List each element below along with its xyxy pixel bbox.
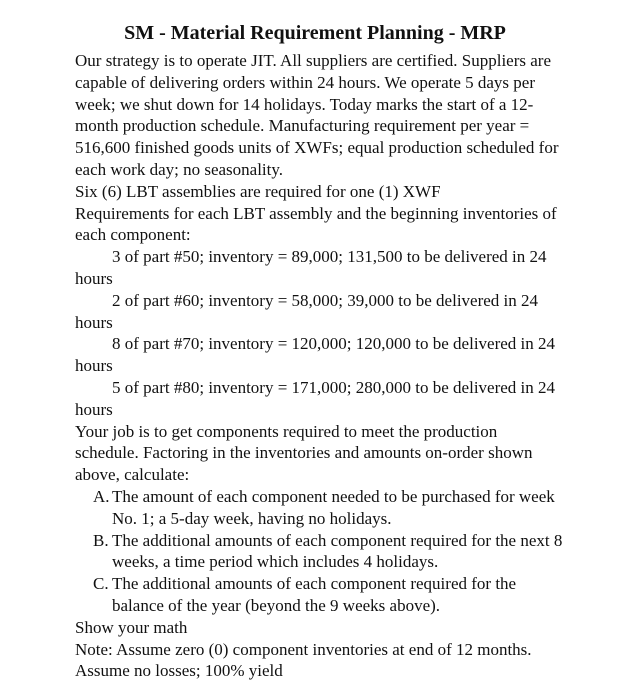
task-letter: C.	[93, 574, 109, 594]
part-item-60: 2 of part #60; inventory = 58,000; 39,000 to be delivered in 24 hours	[75, 290, 539, 332]
job-paragraph: Your job is to get components required to meet the production schedule. Factoring in the inventories and amounts on-order shown above, calculate:	[75, 421, 533, 485]
task-item-b	[75, 530, 565, 574]
requirements-intro: Requirements for each LBT assembly and the beginning inventories of each component:	[75, 203, 557, 245]
task-text: The additional amounts of each component required for the next 8 weeks, a time period which includes 4 holidays.	[112, 530, 563, 572]
document	[75, 20, 565, 682]
assembly-statement: Six (6) LBT assemblies are required for one (1) XWF	[75, 181, 441, 201]
parts-list	[75, 246, 565, 420]
task-letter: B.	[93, 530, 109, 550]
part-item-80: 5 of part #80; inventory = 171,000; 280,000 to be delivered in 24 hours	[75, 377, 556, 419]
task-item-a	[75, 486, 565, 530]
task-item-c	[75, 573, 565, 617]
page-title: SM - Material Requirement Planning - MRP	[124, 22, 506, 44]
intro-paragraph: Our strategy is to operate JIT. All suppliers are certified. Suppliers are capable of delivering orders within 24 hours. We operate 5 days per week; we shut down for 14 holidays. Today marks the start of a 12-month production schedule. Manufacturing requirement per year = 516,600 finished goods units of XWFs; equal production scheduled for each work day; no seasonality.	[75, 51, 559, 179]
task-letter: A.	[93, 486, 110, 506]
task-text: The additional amounts of each component required for the balance of the year (beyond the 9 weeks above).	[112, 574, 517, 615]
note-paragraph: Note: Assume zero (0) component inventories at end of 12 months. Assume no losses; 100% yield	[75, 639, 532, 681]
task-text: The amount of each component needed to be purchased for week No. 1; a 5-day week, having no holidays.	[112, 486, 555, 528]
part-item-50: 3 of part #50; inventory = 89,000; 131,500 to be delivered in 24 hours	[75, 247, 547, 288]
task-list	[75, 486, 565, 617]
part-item-70: 8 of part #70; inventory = 120,000; 120,000 to be delivered in 24 hours	[75, 334, 556, 376]
show-math: Show your math	[75, 617, 188, 637]
